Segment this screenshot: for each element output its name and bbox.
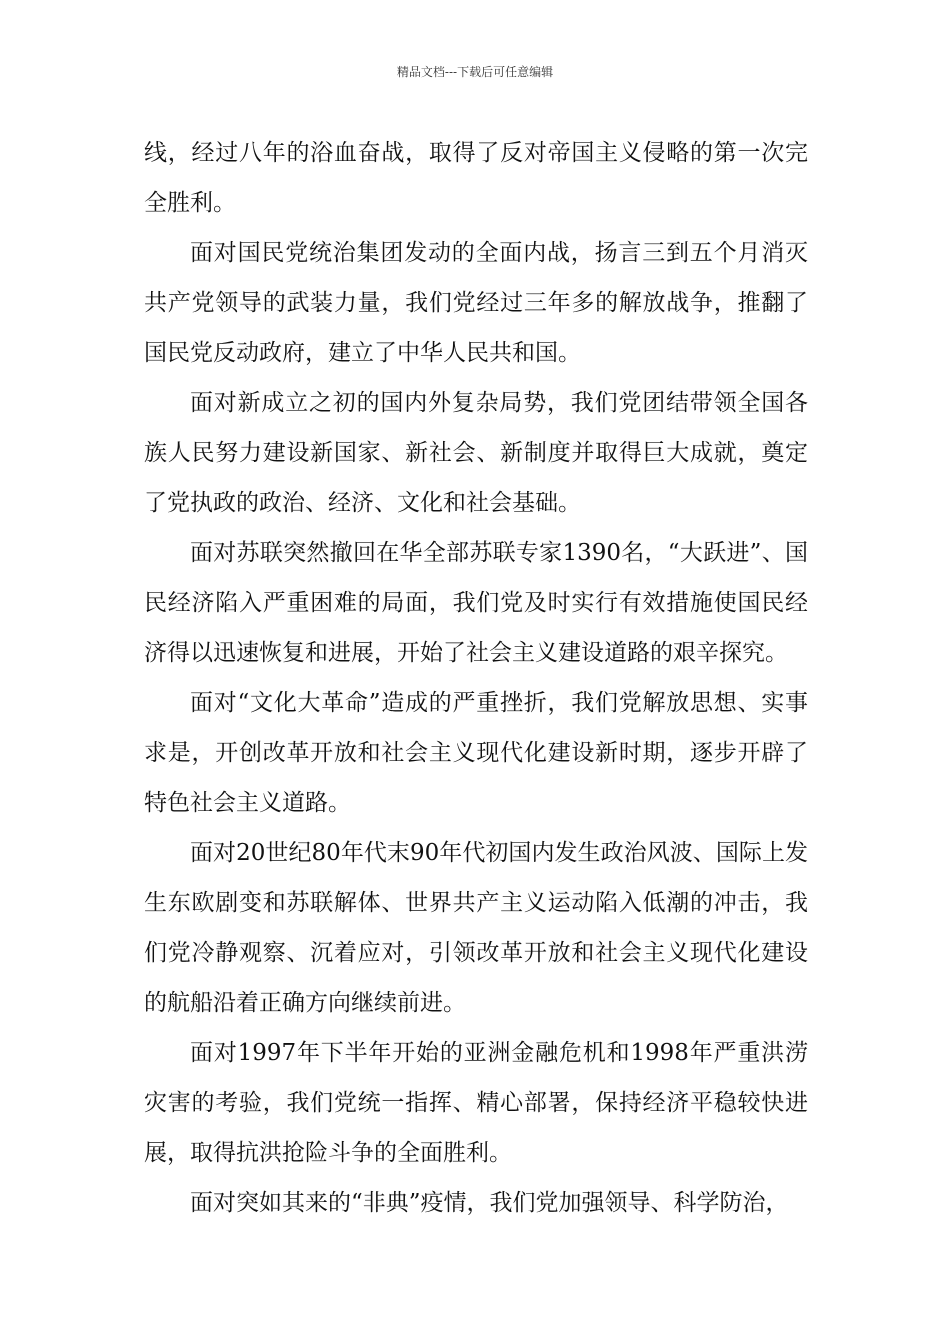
paragraph: 面对1997年下半年开始的亚洲金融危机和1998年严重洪涝灾害的考验，我们党统一指挥、精心部署，保持经济平稳较快进展，取得抗洪抢险斗争的全面胜利。 (144, 1040, 808, 1166)
page-header: 精品文档---下载后可任意编辑 (396, 65, 554, 79)
paragraph: 面对苏联突然撤回在华全部苏联专家1390名，“大跃进”、国民经济陷入严重困难的局面，我们党及时实行有效措施使国民经济得以迅速恢复和进展，开始了社会主义建设道路的艰辛探究。 (144, 540, 808, 666)
paragraph: 面对新成立之初的国内外复杂局势，我们党团结带领全国各族人民努力建设新国家、新社会、新制度并取得巨大成就，奠定了党执政的政治、经济、文化和社会基础。 (144, 390, 808, 516)
paragraph: 面对20世纪80年代末90年代初国内发生政治风波、国际上发生东欧剧变和苏联解体、世界共产主义运动陷入低潮的冲击，我们党冷静观察、沉着应对，引领改革开放和社会主义现代化建设的航船沿着正确方向继续前进。 (144, 840, 808, 1016)
paragraph: 面对国民党统治集团发动的全面内战，扬言三到五个月消灭共产党领导的武装力量，我们党经过三年多的解放战争，推翻了国民党反动政府，建立了中华人民共和国。 (144, 240, 808, 366)
paragraph: 面对“文化大革命”造成的严重挫折，我们党解放思想、实事求是，开创改革开放和社会主义现代化建设新时期，逐步开辟了特色社会主义道路。 (144, 690, 808, 816)
document-body (144, 128, 808, 1228)
paragraph-continuation: 线，经过八年的浴血奋战，取得了反对帝国主义侵略的第一次完全胜利。 (144, 140, 808, 216)
paragraph: 面对突如其来的“非典”疫情，我们党加强领导、科学防治， (190, 1190, 789, 1216)
